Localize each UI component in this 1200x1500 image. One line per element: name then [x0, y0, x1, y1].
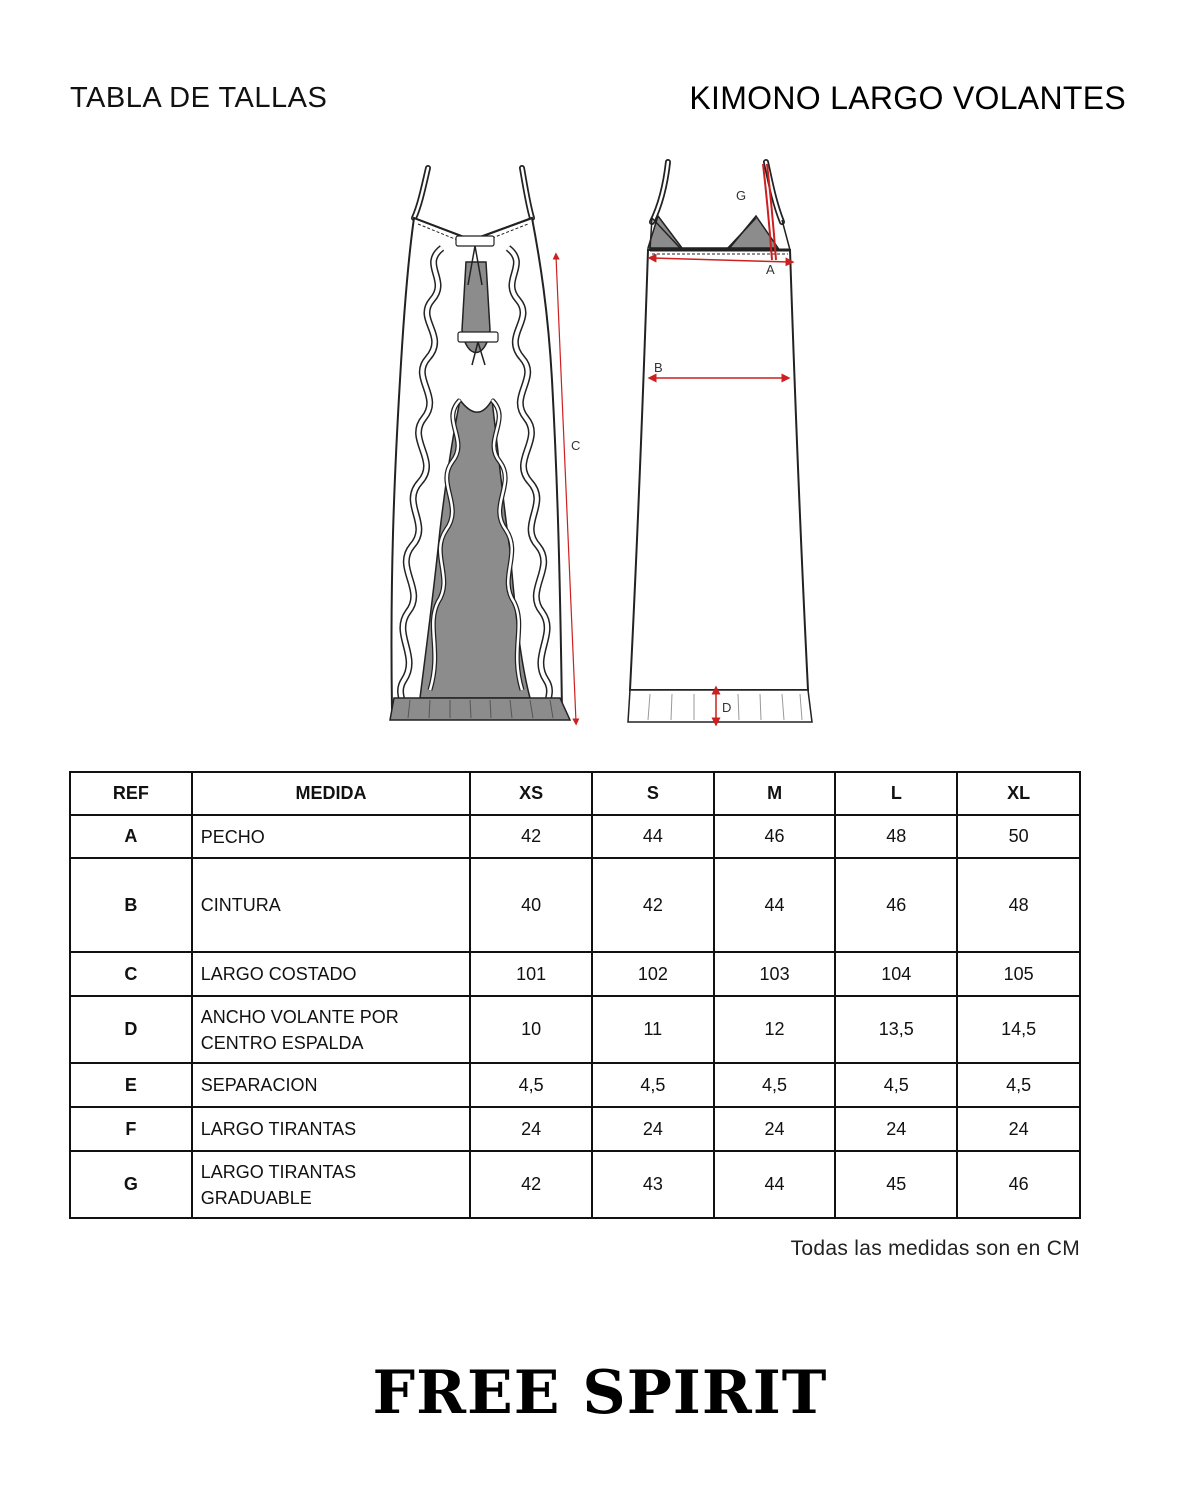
medida-cell: LARGO COSTADO [192, 952, 470, 996]
value-cell: 40 [470, 858, 592, 952]
value-cell: 104 [835, 952, 957, 996]
value-cell: 43 [592, 1151, 714, 1218]
header-xs: XS [470, 772, 592, 815]
header-m: M [714, 772, 836, 815]
ref-cell: B [70, 858, 192, 952]
brand-logo: FREE SPIRIT [372, 1358, 828, 1428]
medida-cell: SEPARACION [192, 1063, 470, 1107]
units-note: Todas las medidas son en CM [790, 1237, 1080, 1260]
value-cell: 45 [835, 1151, 957, 1218]
ref-cell: E [70, 1063, 192, 1107]
value-cell: 42 [592, 858, 714, 952]
size-table [69, 771, 1081, 1219]
value-cell: 24 [470, 1107, 592, 1151]
table-row [70, 996, 1080, 1063]
label-b: B [654, 360, 663, 375]
value-cell: 102 [592, 952, 714, 996]
value-cell: 13,5 [835, 996, 957, 1063]
value-cell: 44 [714, 858, 836, 952]
value-cell: 50 [957, 815, 1080, 858]
medida-cell [192, 1151, 470, 1218]
header-xl: XL [957, 772, 1080, 815]
value-cell: 24 [835, 1107, 957, 1151]
value-cell: 105 [957, 952, 1080, 996]
header-medida: MEDIDA [192, 772, 470, 815]
table-row [70, 1107, 1080, 1151]
medida-line: ANCHO VOLANTE POR [200, 1006, 399, 1027]
medida-cell [192, 996, 470, 1063]
value-cell: 14,5 [957, 996, 1080, 1063]
table-row [70, 1063, 1080, 1107]
size-chart-title: TABLA DE TALLAS [70, 82, 328, 114]
value-cell: 4,5 [470, 1063, 592, 1107]
value-cell: 11 [592, 996, 714, 1063]
header-s: S [592, 772, 714, 815]
header-ref: REF [70, 772, 192, 815]
table-header-row [70, 772, 1080, 815]
ref-cell: F [70, 1107, 192, 1151]
label-g: G [736, 188, 747, 203]
value-cell: 46 [957, 1151, 1080, 1218]
table-row [70, 815, 1080, 858]
value-cell: 48 [835, 815, 957, 858]
ref-cell: A [70, 815, 192, 858]
value-cell: 24 [714, 1107, 836, 1151]
table-row [70, 952, 1080, 996]
value-cell: 46 [714, 815, 836, 858]
table-row [70, 1151, 1080, 1218]
value-cell: 24 [957, 1107, 1080, 1151]
medida-line: CENTRO ESPALDA [200, 1032, 364, 1053]
front-view [390, 168, 580, 722]
value-cell: 44 [592, 815, 714, 858]
value-cell: 10 [470, 996, 592, 1063]
medida-line: LARGO TIRANTAS [200, 1161, 357, 1182]
label-c: C [571, 438, 581, 453]
value-cell: 48 [957, 858, 1080, 952]
value-cell: 42 [470, 1151, 592, 1218]
product-title: KIMONO LARGO VOLANTES [689, 80, 1126, 116]
ref-cell: G [70, 1151, 192, 1218]
ref-cell: C [70, 952, 192, 996]
medida-line: GRADUABLE [200, 1187, 312, 1208]
back-view [628, 162, 812, 722]
label-a: A [766, 262, 775, 277]
header-l: L [835, 772, 957, 815]
value-cell: 4,5 [835, 1063, 957, 1107]
value-cell: 103 [714, 952, 836, 996]
ref-cell: D [70, 996, 192, 1063]
medida-cell: PECHO [192, 815, 470, 858]
medida-cell: LARGO TIRANTAS [192, 1107, 470, 1151]
value-cell: 24 [592, 1107, 714, 1151]
label-d: D [722, 700, 732, 715]
value-cell: 4,5 [957, 1063, 1080, 1107]
value-cell: 44 [714, 1151, 836, 1218]
medida-cell: CINTURA [192, 858, 470, 952]
table-row [70, 858, 1080, 952]
value-cell: 42 [470, 815, 592, 858]
value-cell: 4,5 [714, 1063, 836, 1107]
value-cell: 101 [470, 952, 592, 996]
value-cell: 12 [714, 996, 836, 1063]
garment-technical-drawing [380, 150, 840, 740]
value-cell: 46 [835, 858, 957, 952]
value-cell: 4,5 [592, 1063, 714, 1107]
